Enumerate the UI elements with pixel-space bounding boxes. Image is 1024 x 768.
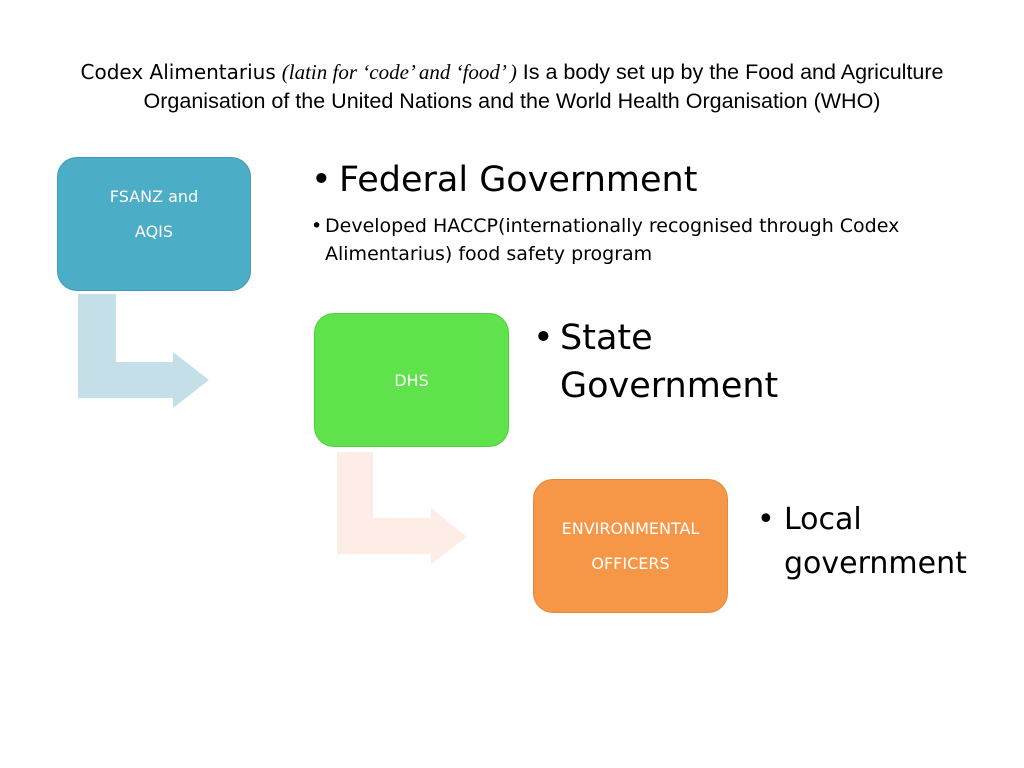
- local-government-heading: • Local government: [757, 498, 1017, 586]
- slide-title: [30, 58, 994, 116]
- fsanz-aqis-box: [57, 157, 251, 291]
- fsanz-box-line1: FSANZ and: [109, 187, 199, 206]
- state-government-heading: • State Government: [533, 314, 833, 410]
- federal-government-bullets: [311, 158, 911, 268]
- env-box-line1: ENVIRONMENTAL: [561, 519, 700, 538]
- dhs-box: [314, 313, 509, 447]
- bent-arrow-dhs-to-env: [337, 452, 469, 564]
- title-latin-note: (latin for ‘code’ and ‘food’ ): [281, 60, 517, 84]
- local-government-bullets: [757, 498, 1017, 586]
- env-box-line2: OFFICERS: [591, 554, 670, 573]
- bent-arrow-2-shape: [337, 452, 467, 564]
- bent-arrow-fsanz-to-dhs: [78, 294, 210, 408]
- title-description: Is a body set up by the Food and Agriculture Organisation of the United Nations and the World Health Organisation (WHO): [143, 60, 944, 113]
- fsanz-box-line2: AQIS: [134, 222, 174, 241]
- title-codex-name: Codex Alimentarius: [80, 60, 276, 84]
- federal-government-heading: • Federal Government: [311, 158, 911, 202]
- bent-arrow-1-shape: [78, 294, 209, 408]
- dhs-box-line1: DHS: [394, 370, 429, 390]
- environmental-officers-box: [533, 479, 728, 613]
- federal-government-detail: • Developed HACCP(internationally recognised through Codex Alimentarius) food safety program: [311, 212, 911, 268]
- state-government-bullets: [533, 314, 833, 410]
